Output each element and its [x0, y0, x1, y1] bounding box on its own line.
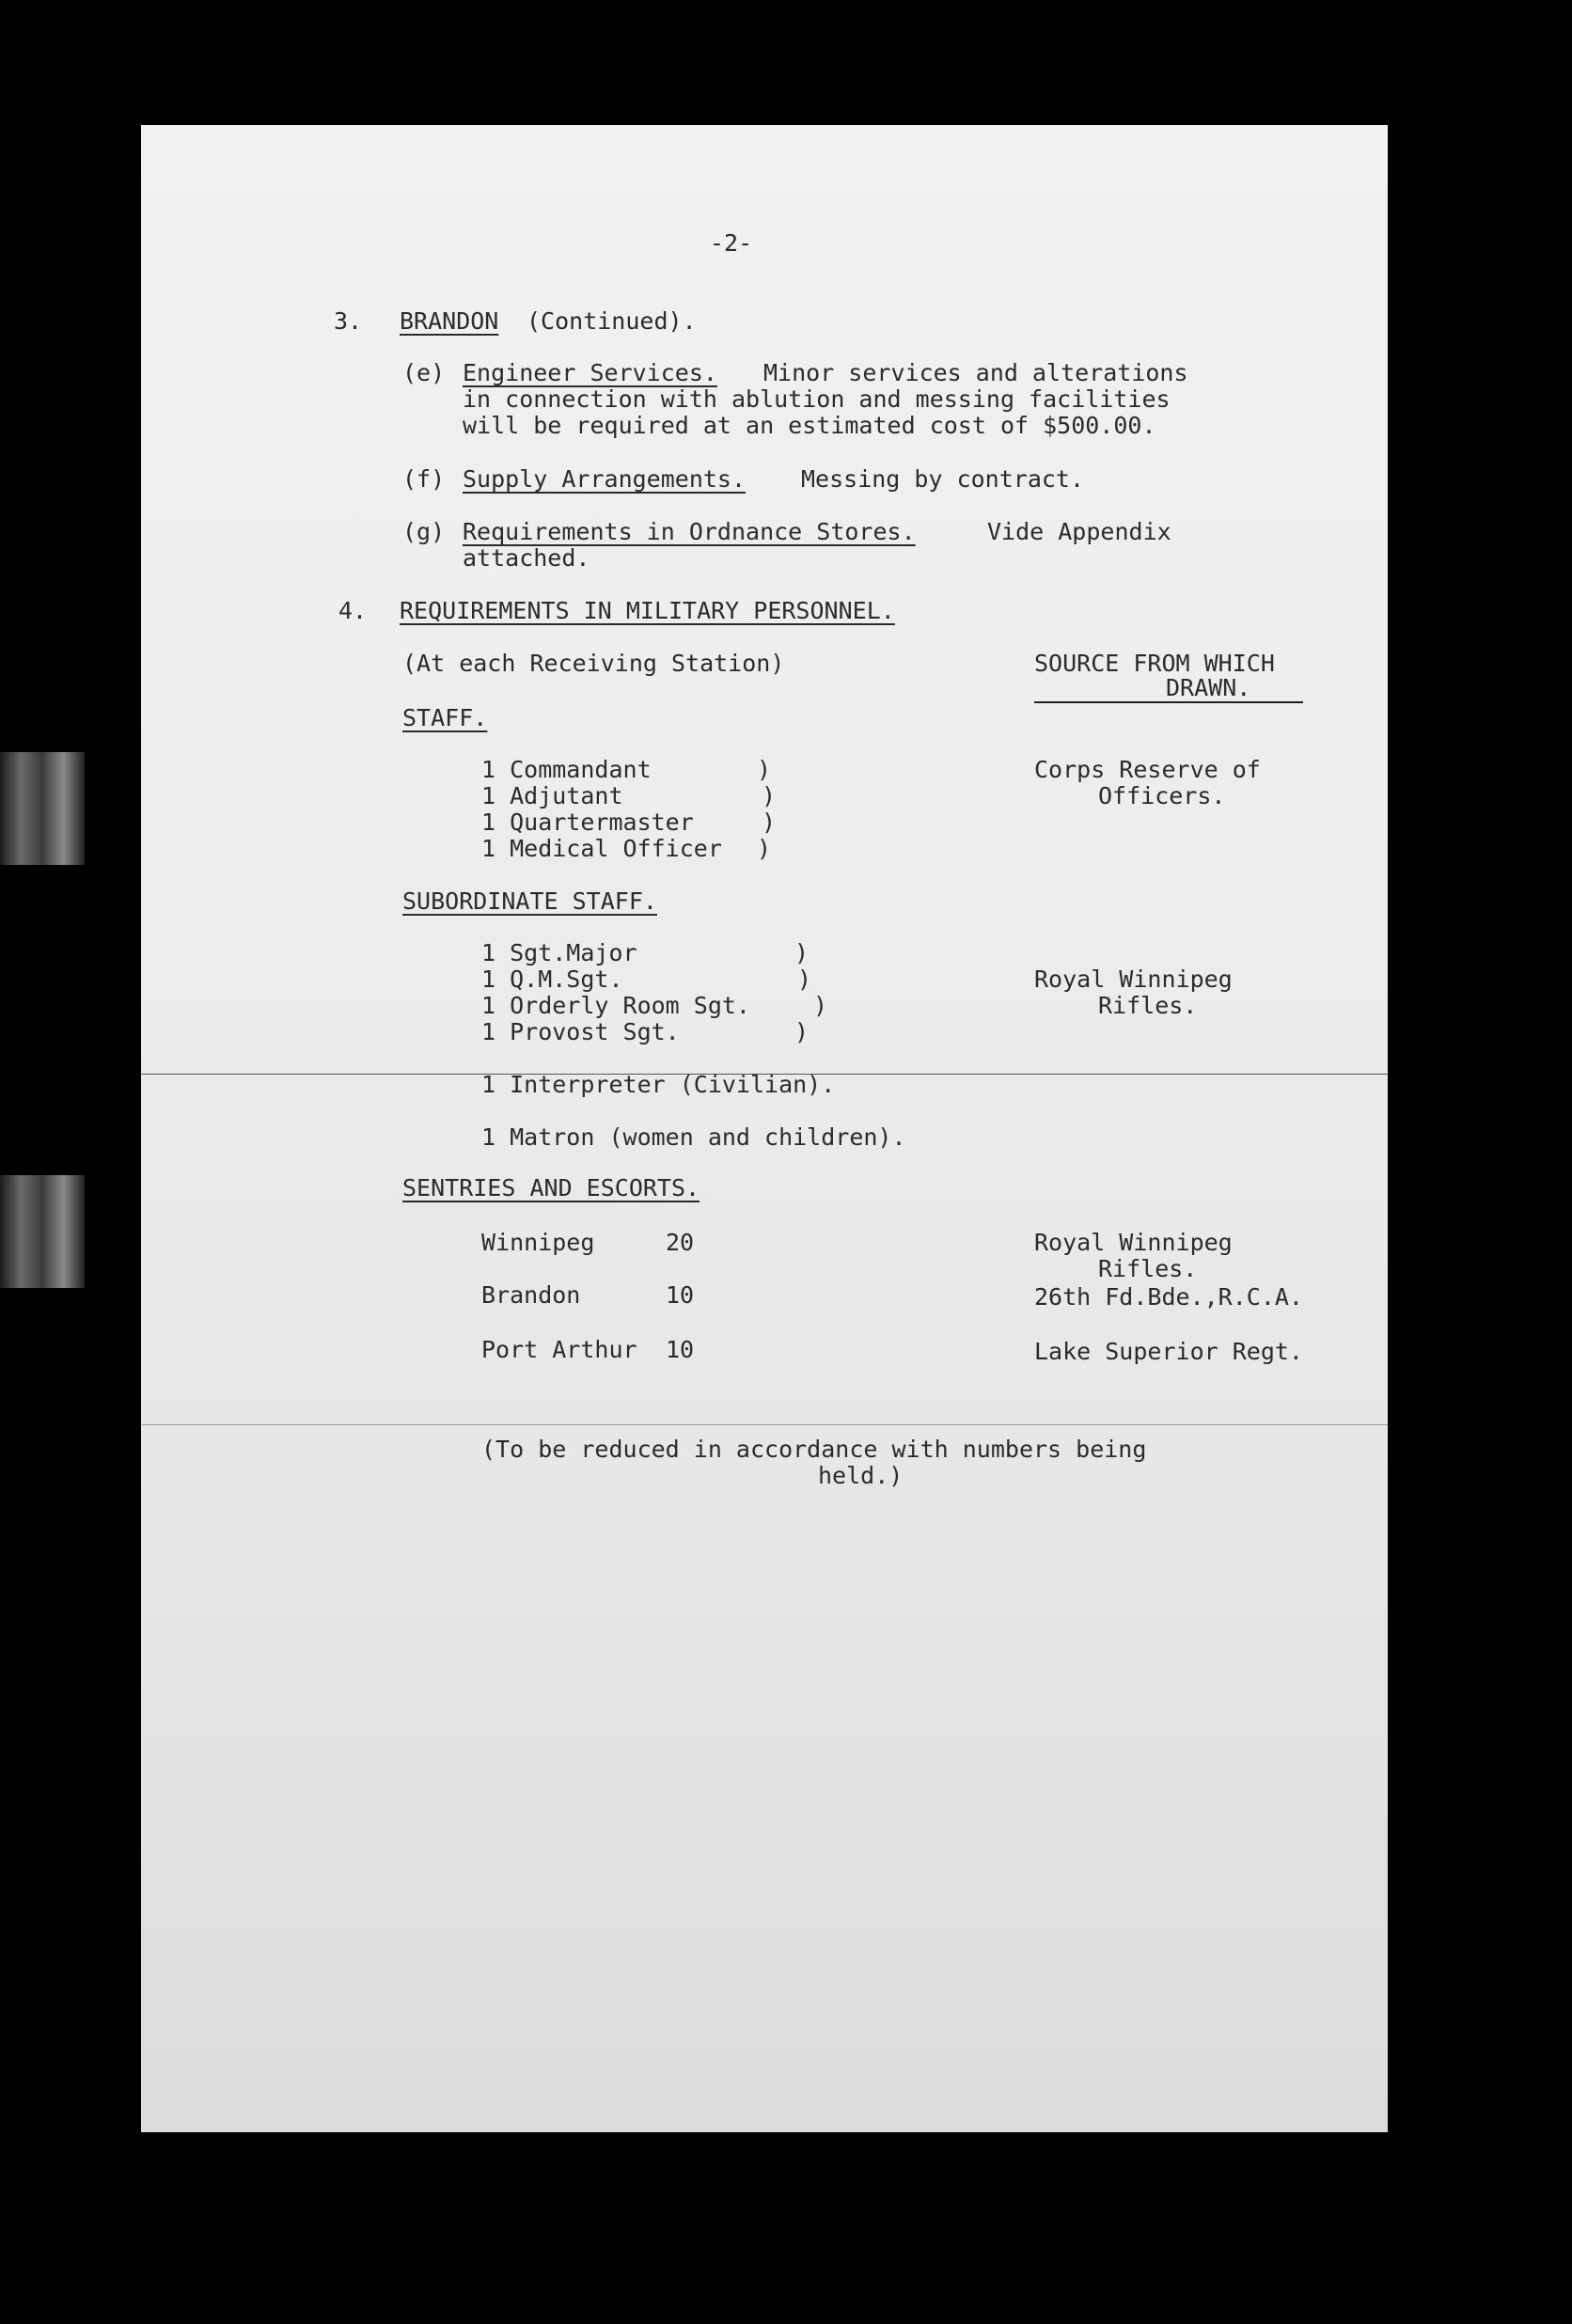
section-4-number: 4.: [338, 597, 368, 624]
section-4-heading: REQUIREMENTS IN MILITARY PERSONNEL.: [400, 597, 895, 624]
item-e-title: Engineer Services.: [463, 359, 717, 386]
section-3-number: 3.: [334, 307, 363, 335]
sentry-count: 10: [666, 1281, 695, 1309]
item-g-title: Requirements in Ordnance Stores.: [463, 518, 916, 545]
staff-heading: STAFF.: [402, 704, 488, 731]
item-g-text: attached.: [463, 544, 590, 572]
item-f-text: Messing by contract.: [801, 465, 1085, 493]
matron-line: 1 Matron (women and children).: [481, 1123, 906, 1151]
sentry-count: 20: [666, 1229, 695, 1256]
item-e-line: Minor services and alterations: [763, 359, 1188, 386]
item-e-line: in connection with ablution and messing facilities: [463, 385, 1171, 413]
item-f-title: Supply Arrangements.: [463, 465, 747, 493]
sentry-source: Rifles.: [1098, 1255, 1198, 1282]
bracket: ): [757, 756, 772, 783]
item-g-label: (g): [402, 518, 446, 545]
bracket: ): [813, 992, 828, 1019]
sentries-heading: SENTRIES AND ESCORTS.: [402, 1174, 700, 1201]
bracket: ): [762, 809, 777, 836]
interpreter-line: 1 Interpreter (Civilian).: [481, 1071, 836, 1098]
subordinate-item: 1 Orderly Room Sgt.: [481, 992, 750, 1019]
staff-item: 1 Quartermaster: [481, 809, 694, 836]
film-edge-mark: [0, 1175, 85, 1288]
staff-item: 1 Adjutant: [481, 782, 623, 809]
film-edge-mark: [0, 752, 85, 865]
sentry-source: 26th Fd.Bde.,R.C.A.: [1034, 1283, 1303, 1311]
staff-item: 1 Medical Officer: [481, 835, 722, 862]
source-header: SOURCE FROM WHICH: [1034, 650, 1275, 677]
sentry-source: Royal Winnipeg: [1034, 1229, 1233, 1256]
item-f-label: (f): [402, 465, 446, 493]
section-3-heading-suffix: (Continued).: [527, 307, 697, 335]
page-number: -2-: [710, 229, 753, 257]
item-e-label: (e): [402, 359, 446, 386]
subordinate-source: Rifles.: [1098, 992, 1198, 1019]
receiving-station-note: (At each Receiving Station): [402, 650, 785, 677]
sentry-place: Brandon: [481, 1281, 581, 1309]
sentry-place: Port Arthur: [481, 1336, 637, 1363]
source-header: DRAWN.: [1166, 674, 1251, 701]
bracket: ): [762, 782, 777, 809]
item-g-text: Vide Appendix: [987, 518, 1171, 545]
subordinate-source: Royal Winnipeg: [1034, 966, 1233, 993]
item-e-line: will be required at an estimated cost of $500.00.: [463, 412, 1156, 439]
subordinate-staff-heading: SUBORDINATE STAFF.: [402, 887, 657, 915]
bracket: ): [794, 939, 810, 966]
bracket: ): [797, 966, 812, 993]
sentry-source: Lake Superior Regt.: [1034, 1338, 1303, 1365]
staff-source: Corps Reserve of: [1034, 756, 1261, 783]
subordinate-item: 1 Sgt.Major: [481, 939, 637, 966]
scan-fold-line: [141, 1424, 1388, 1425]
staff-source: Officers.: [1098, 782, 1226, 809]
reduction-note: (To be reduced in accordance with numbers being: [481, 1436, 1147, 1463]
subordinate-item: 1 Provost Sgt.: [481, 1018, 680, 1045]
sentry-count: 10: [666, 1336, 695, 1363]
bracket: ): [794, 1018, 810, 1045]
reduction-note: held.): [818, 1462, 904, 1489]
subordinate-item: 1 Q.M.Sgt.: [481, 966, 623, 993]
source-header-underline: [1034, 701, 1303, 703]
section-3-heading: BRANDON: [400, 307, 499, 335]
staff-item: 1 Commandant: [481, 756, 652, 783]
sentry-place: Winnipeg: [481, 1229, 595, 1256]
bracket: ): [757, 835, 772, 862]
